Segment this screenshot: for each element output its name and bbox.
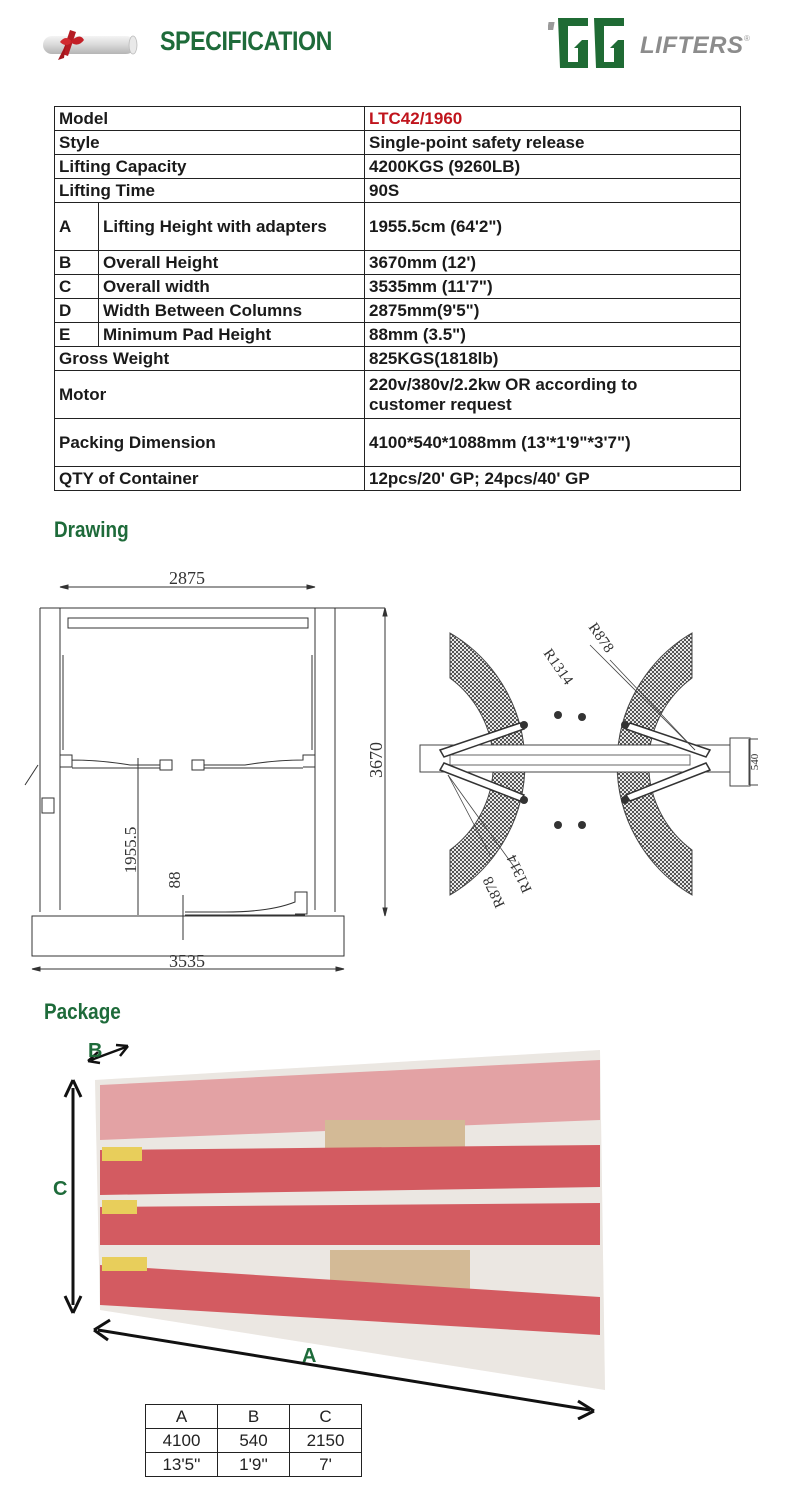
table-row bbox=[55, 299, 741, 323]
row-label: Model bbox=[55, 107, 365, 131]
table-cell: 4100 bbox=[146, 1429, 218, 1453]
motor-value-line-2: customer request bbox=[369, 394, 512, 414]
row-letter: D bbox=[55, 299, 99, 323]
table-row bbox=[55, 467, 741, 491]
table-cell: 1'9'' bbox=[218, 1453, 290, 1477]
row-label: Overall width bbox=[99, 275, 365, 299]
radius-r1314-top: R1314 bbox=[539, 646, 576, 689]
row-value bbox=[365, 371, 741, 419]
drawing-section-title: Drawing bbox=[54, 517, 129, 542]
dim-88: 88 bbox=[165, 871, 184, 889]
row-value: 12pcs/20' GP; 24pcs/40' GP bbox=[365, 467, 741, 491]
row-letter: B bbox=[55, 251, 99, 275]
row-value: 3670mm (12') bbox=[365, 251, 741, 275]
row-label: Lifting Height with adapters bbox=[99, 203, 365, 251]
table-cell: 13'5'' bbox=[146, 1453, 218, 1477]
motor-value-line-1: 220v/380v/2.2kw OR according to bbox=[369, 374, 638, 394]
row-label: Packing Dimension bbox=[55, 419, 365, 467]
table-row bbox=[55, 251, 741, 275]
row-label: Overall Height bbox=[99, 251, 365, 275]
page-title: SPECIFICATION bbox=[160, 26, 333, 56]
table-row bbox=[55, 155, 741, 179]
row-value: 4100*540*1088mm (13'*1'9"*3'7") bbox=[365, 419, 741, 467]
row-label: Gross Weight bbox=[55, 347, 365, 371]
table-row bbox=[55, 131, 741, 155]
dim-1955-5: 1955.5 bbox=[121, 826, 140, 874]
dim-3535: 3535 bbox=[169, 951, 205, 971]
table-row bbox=[55, 419, 741, 467]
package-dimensions-table bbox=[145, 1404, 362, 1477]
dimension-label-c: C bbox=[53, 1178, 68, 1200]
row-label: Style bbox=[55, 131, 365, 155]
header-cell: C bbox=[290, 1405, 362, 1429]
row-value: 88mm (3.5") bbox=[365, 323, 741, 347]
radius-r878-bottom: R878 bbox=[480, 873, 509, 911]
table-row bbox=[55, 347, 741, 371]
header-cell: B bbox=[218, 1405, 290, 1429]
row-label: QTY of Container bbox=[55, 467, 365, 491]
top-view-drawing bbox=[410, 605, 770, 945]
dim-2875: 2875 bbox=[169, 568, 205, 588]
table-row bbox=[55, 275, 741, 299]
table-row bbox=[146, 1429, 362, 1453]
row-value: 825KGS(1818lb) bbox=[365, 347, 741, 371]
row-label: Motor bbox=[55, 371, 365, 419]
row-value: 90S bbox=[365, 179, 741, 203]
logo-text: LIFTERS bbox=[640, 32, 744, 59]
dimension-label-b: B bbox=[88, 1040, 103, 1062]
package-section-title: Package bbox=[44, 999, 121, 1024]
table-cell: 540 bbox=[218, 1429, 290, 1453]
row-letter: C bbox=[55, 275, 99, 299]
table-cell: 2150 bbox=[290, 1429, 362, 1453]
specification-table bbox=[54, 106, 741, 491]
table-row bbox=[55, 179, 741, 203]
gg-logo-mark-icon bbox=[548, 14, 638, 72]
front-view-drawing bbox=[20, 560, 400, 980]
row-value: 4200KGS (9260LB) bbox=[365, 155, 741, 179]
gg-lifters-logo bbox=[548, 14, 758, 72]
header bbox=[0, 0, 800, 95]
radius-r878-top: R878 bbox=[584, 620, 617, 656]
model-value: LTC42/1960 bbox=[365, 107, 741, 131]
row-value: Single-point safety release bbox=[365, 131, 741, 155]
dim-540: 540 bbox=[749, 753, 761, 771]
header-cell: A bbox=[146, 1405, 218, 1429]
dim-3670: 3670 bbox=[366, 742, 386, 778]
row-value: 2875mm(9'5") bbox=[365, 299, 741, 323]
package-photo bbox=[40, 1035, 620, 1420]
dimension-label-a: A bbox=[302, 1345, 317, 1367]
row-value: 1955.5cm (64'2") bbox=[365, 203, 741, 251]
diploma-scroll-icon bbox=[40, 24, 140, 64]
table-row bbox=[55, 107, 741, 131]
table-row bbox=[146, 1453, 362, 1477]
row-label: Width Between Columns bbox=[99, 299, 365, 323]
row-letter: E bbox=[55, 323, 99, 347]
row-label: Minimum Pad Height bbox=[99, 323, 365, 347]
table-row bbox=[55, 323, 741, 347]
row-value: 3535mm (11'7") bbox=[365, 275, 741, 299]
table-cell: 7' bbox=[290, 1453, 362, 1477]
table-header-row bbox=[146, 1405, 362, 1429]
table-row bbox=[55, 203, 741, 251]
row-letter: A bbox=[55, 203, 99, 251]
radius-r1314-bottom: R1314 bbox=[504, 852, 536, 896]
row-label: Lifting Capacity bbox=[55, 155, 365, 179]
registered-mark: ® bbox=[744, 34, 750, 43]
row-label: Lifting Time bbox=[55, 179, 365, 203]
table-row bbox=[55, 371, 741, 419]
